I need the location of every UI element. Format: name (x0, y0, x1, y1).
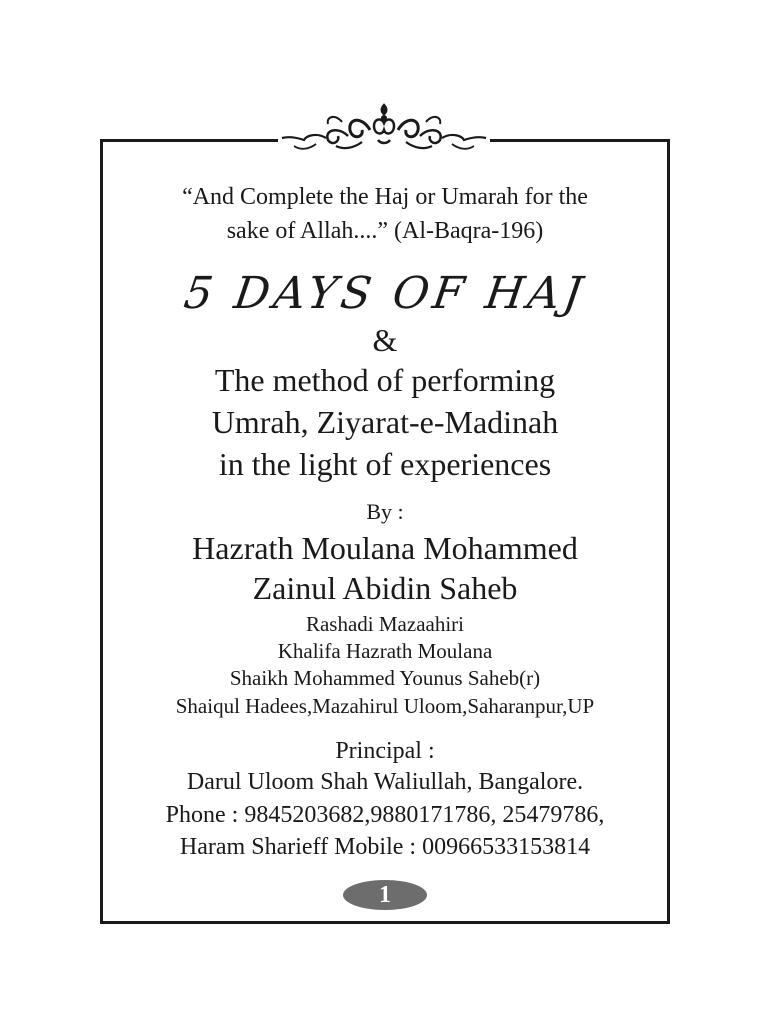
title-ampersand: & (372, 322, 398, 358)
by-label: By : (366, 499, 404, 524)
floral-ornament-icon (278, 96, 490, 160)
principal-label: Principal : (335, 738, 435, 764)
quote-line-2: sake of Allah....” (Al-Baqra-196) (226, 218, 544, 244)
subtitle-line-3: in the light of experiences (218, 446, 552, 482)
author-line-2: Zainul Abidin Saheb (252, 570, 518, 606)
institution-name: Darul Uloom Shah Waliullah, Bangalore. (186, 769, 584, 795)
credential-line: Khalifa Hazrath Moulana (277, 639, 493, 663)
mobile-number: Haram Sharieff Mobile : 00966533153814 (179, 834, 591, 860)
subtitle-line-2: Umrah, Ziyarat-e-Madinah (211, 404, 559, 440)
page-number-badge: 1 (343, 880, 427, 910)
book-title: 5 DAYS OF HAJ (181, 268, 589, 319)
quote-line-1: “And Complete the Haj or Umarah for the (182, 184, 588, 210)
credential-line: Shaiqul Hadees,Mazahirul Uloom,Saharanpur,UP (175, 694, 595, 718)
subtitle-line-1: The method of performing (214, 362, 556, 398)
credential-line: Rashadi Mazaahiri (305, 612, 465, 636)
phone-numbers: Phone : 9845203682,9880171786, 25479786, (165, 802, 605, 828)
credential-line: Shaikh Mohammed Younus Saheb(r) (229, 666, 541, 690)
author-line-1: Hazrath Moulana Mohammed (192, 530, 578, 566)
